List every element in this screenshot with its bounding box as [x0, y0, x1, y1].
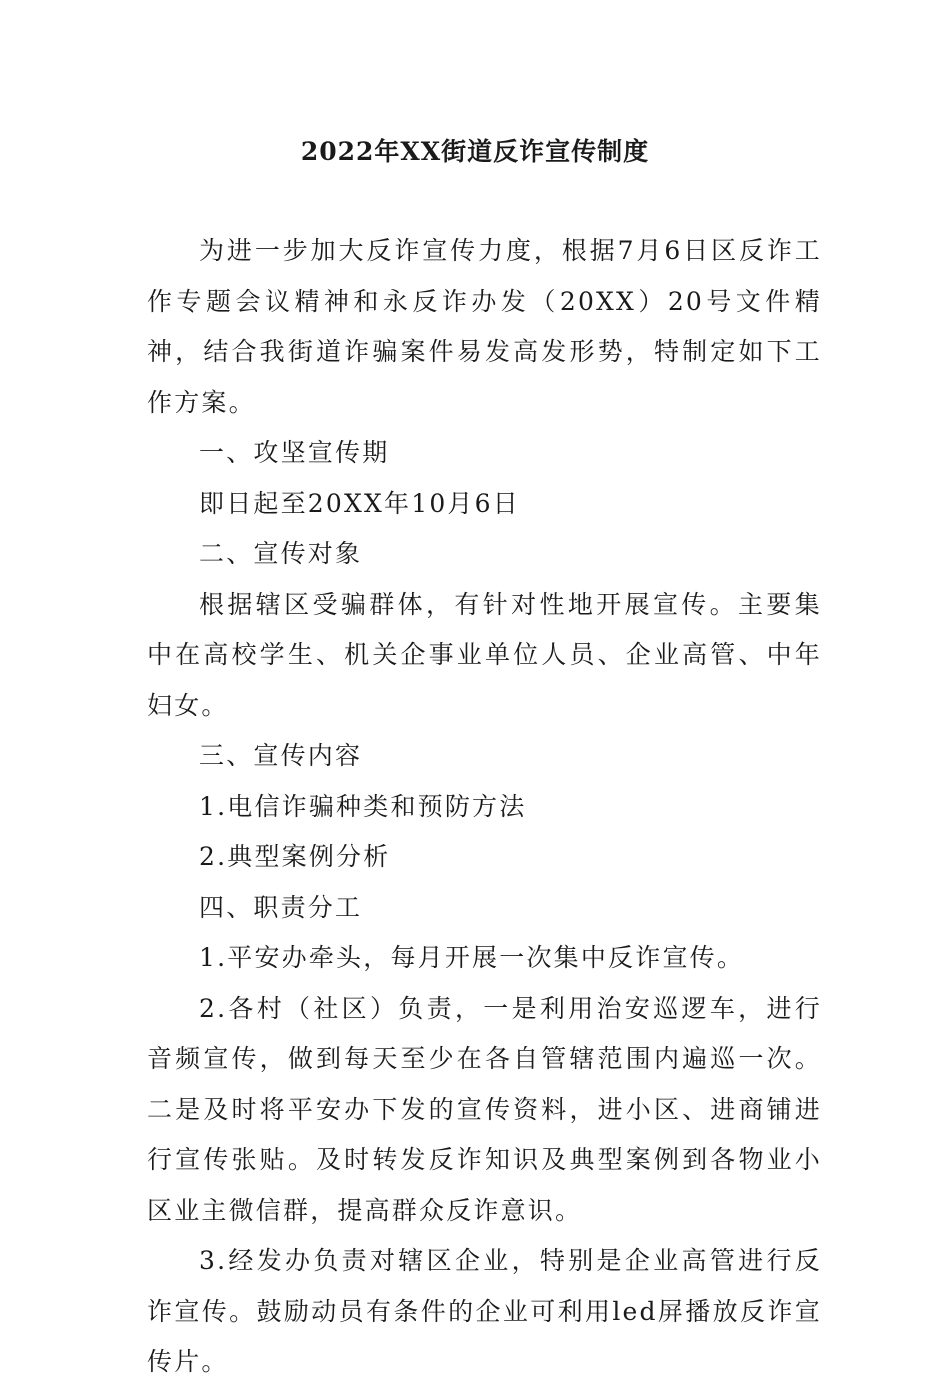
- list-item-duty-2: 2.各村（社区）负责，一是利用治安巡逻车，进行音频宣传，做到每天至少在各自管辖范围内遍巡一次。二是及时将平安办下发的宣传资料，进小区、进商铺进行宣传张贴。及时转发反诈知识及典型案例到各物业小区业主微信群，提高群众反诈意识。: [147, 993, 822, 1225]
- list-item-duty-3: 3.经发办负责对辖区企业，特别是企业高管进行反诈宣传。鼓励动员有条件的企业可利用led屏播放反诈宣传片。: [147, 1246, 822, 1376]
- section-heading-2: 二、宣传对象: [199, 539, 363, 568]
- document-title: 2022年XX街道反诈宣传制度: [300, 137, 650, 166]
- list-item-content-1: 1.电信诈骗种类和预防方法: [199, 791, 527, 821]
- section-heading-1: 一、攻坚宣传期: [199, 438, 390, 467]
- document-body: [147, 226, 822, 1388]
- section-heading-3: 三、宣传内容: [199, 741, 363, 770]
- section-heading-4: 四、职责分工: [199, 892, 363, 922]
- paragraph-targets: 根据辖区受骗群体，有针对性地开展宣传。主要集中在高校学生、机关企事业单位人员、企业高管、中年妇女。: [147, 589, 822, 720]
- list-item-duty-1: 1.平安办牵头，每月开展一次集中反诈宣传。: [199, 943, 745, 972]
- paragraph-period: 即日起至20XX年10月6日: [199, 488, 520, 518]
- paragraph-intro: 为进一步加大反诈宣传力度，根据7月6日区反诈工作专题会议精神和永反诈办发（20XX）20号文件精神，结合我街道诈骗案件易发高发形势，特制定如下工作方案。: [147, 236, 822, 417]
- list-item-content-2: 2.典型案例分析: [199, 842, 391, 871]
